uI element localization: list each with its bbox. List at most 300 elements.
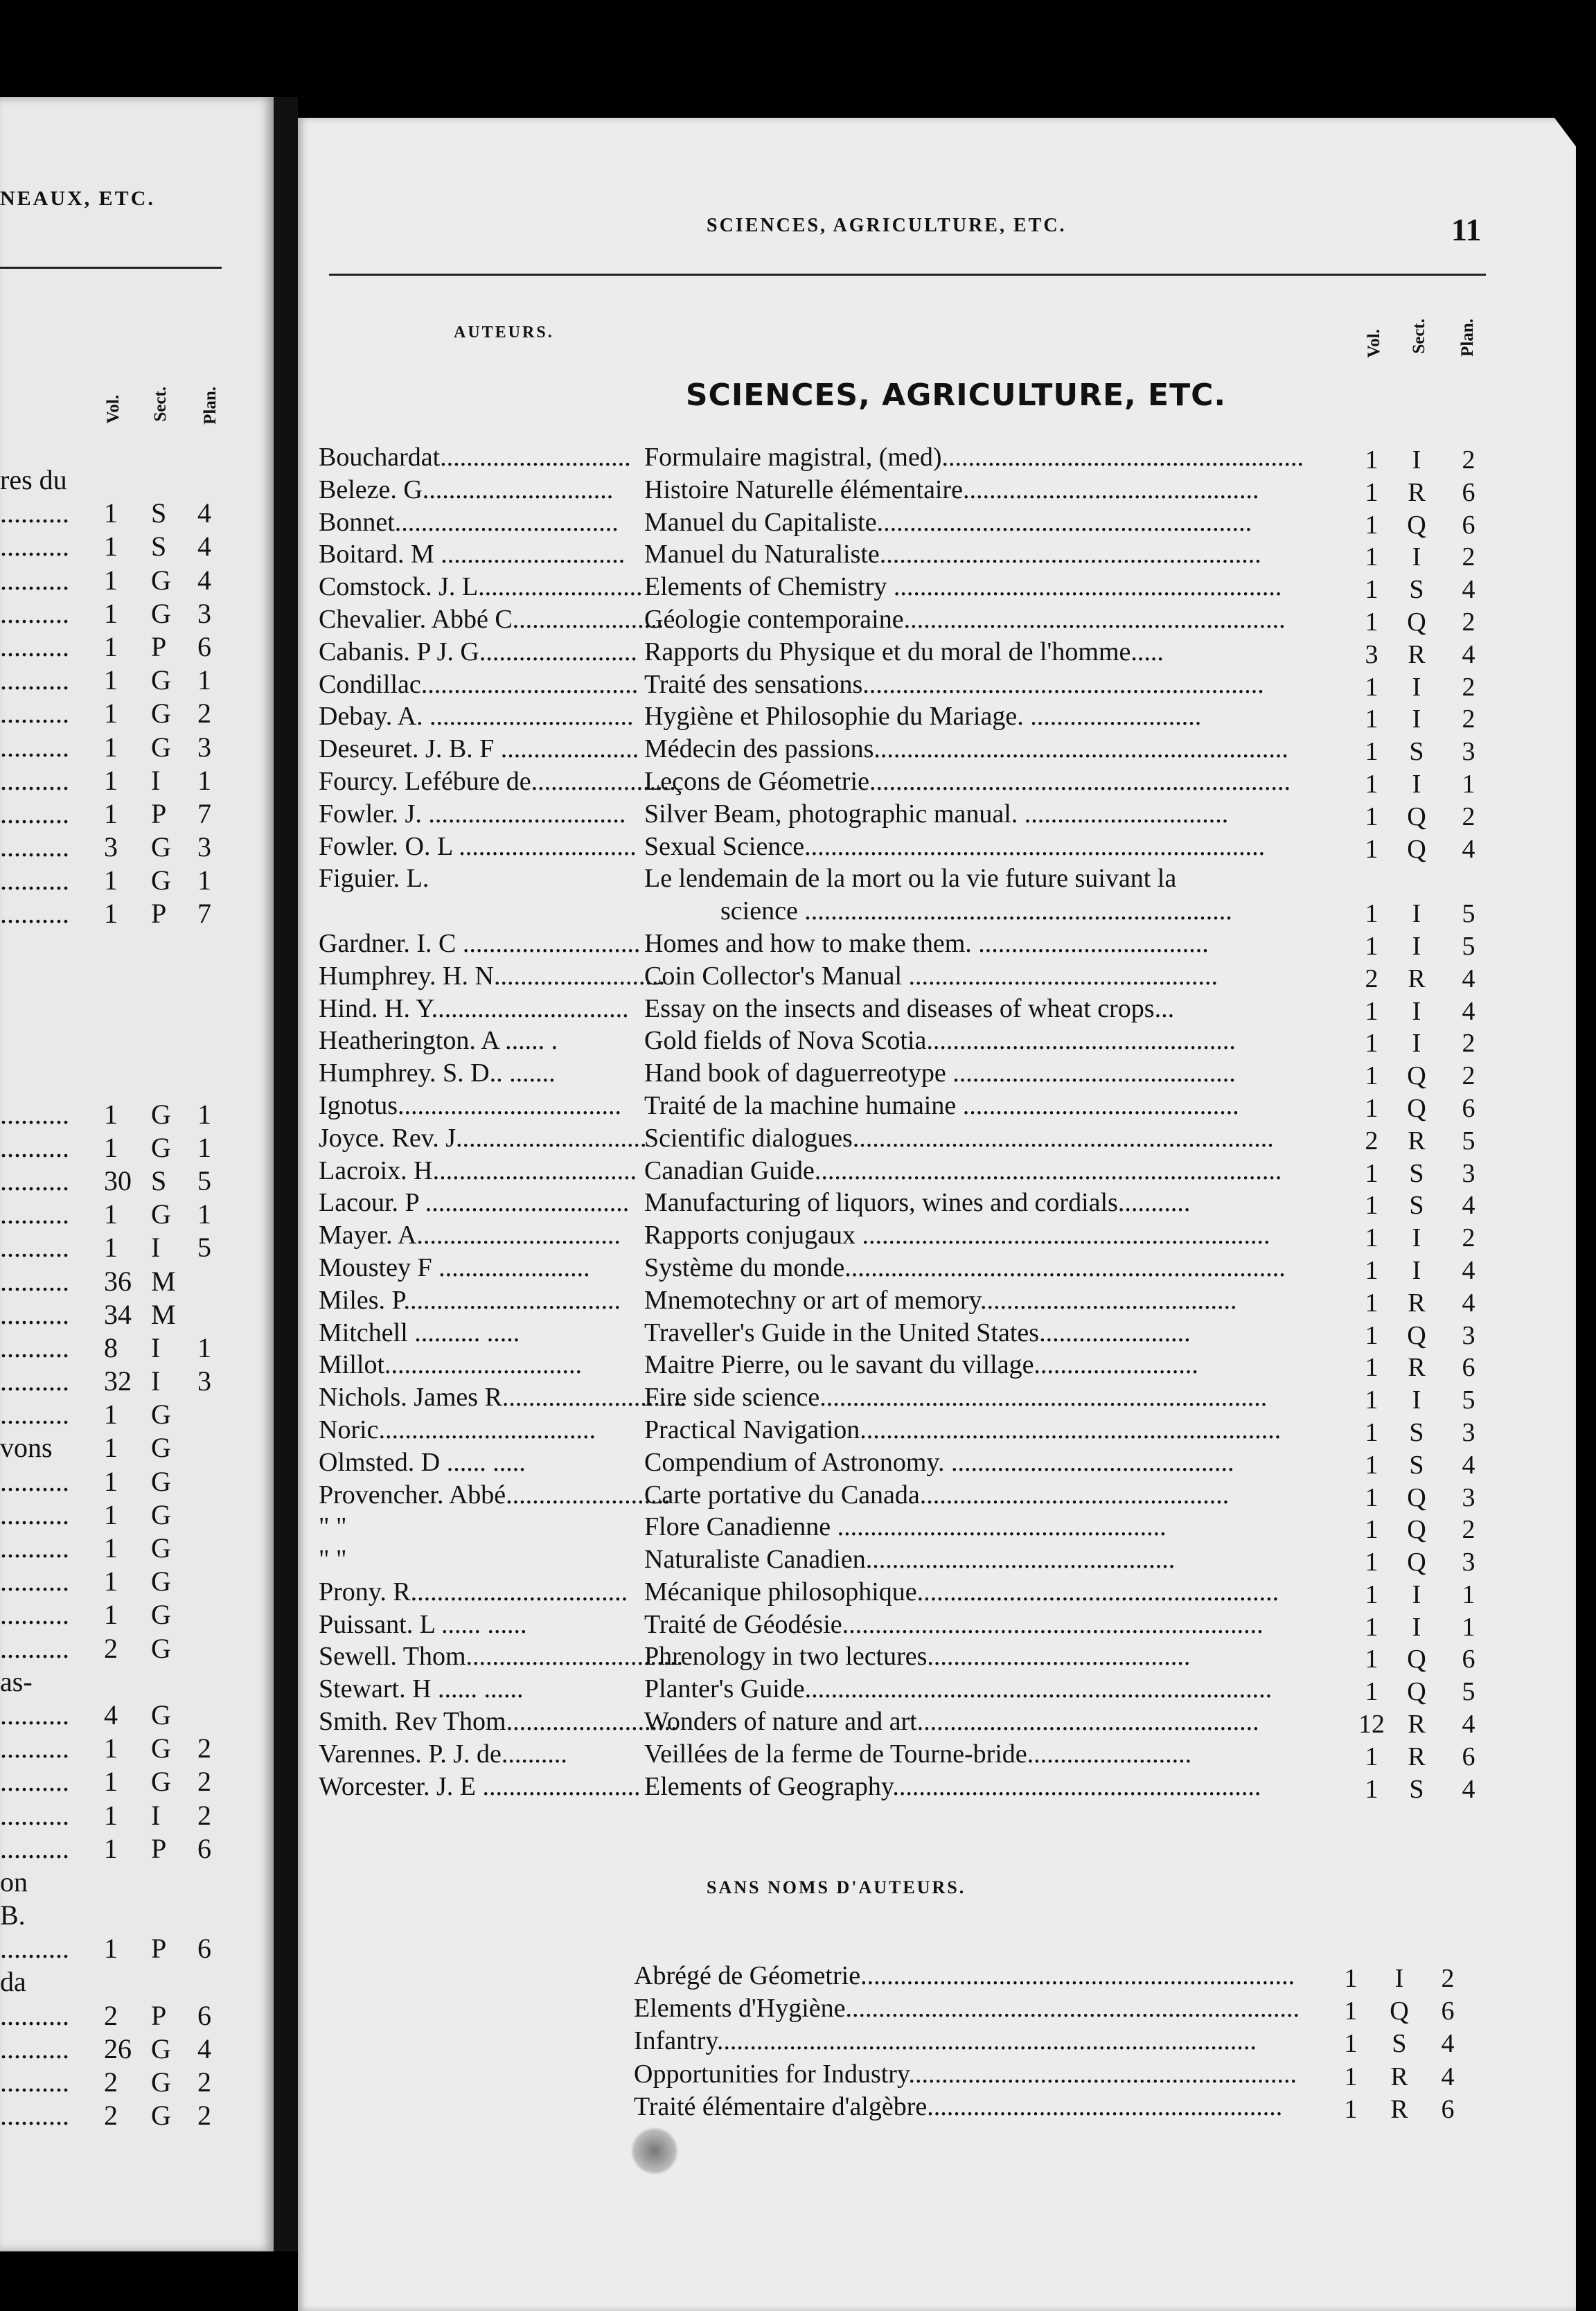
left-row-text: ..........: [0, 797, 69, 829]
catalogue-row: [298, 896, 1576, 928]
catalogue-row: [298, 637, 1576, 669]
left-row-sect: M: [151, 1265, 176, 1297]
anonymous-vol: 1: [1344, 2094, 1358, 2124]
left-row-vol: 1: [104, 865, 118, 896]
entry-vol: 1: [1365, 1158, 1378, 1188]
left-row-sect: G: [151, 1399, 171, 1431]
left-row: [0, 461, 274, 494]
left-row: [0, 1061, 274, 1095]
entry-plan: 6: [1462, 1645, 1475, 1674]
left-row: [0, 761, 274, 795]
left-row-vol: 1: [104, 1498, 118, 1530]
catalogue-row: [298, 1187, 1576, 1220]
left-row-vol: 1: [104, 731, 118, 763]
left-row-vol: 1: [104, 1733, 118, 1764]
left-row-sect: G: [151, 1599, 171, 1631]
entry-title: Carte portative du Canada...............................................: [644, 1480, 1230, 1509]
left-row-vol: 34: [104, 1298, 132, 1330]
entry-plan: 4: [1462, 1774, 1475, 1804]
entry-vol: 1: [1365, 996, 1378, 1026]
left-row: [0, 1462, 274, 1496]
anonymous-vol: 1: [1344, 1996, 1358, 2026]
entry-plan: 2: [1462, 445, 1475, 475]
left-row-text: ..........: [0, 831, 69, 863]
entry-sect: Q: [1407, 1515, 1426, 1545]
left-row-vol: 1: [104, 1232, 118, 1264]
entry-plan: 6: [1462, 1353, 1475, 1383]
anonymous-title: Traité élémentaire d'algèbre......................................................: [634, 2091, 1283, 2121]
left-row: [0, 1395, 274, 1431]
left-row-sect: G: [151, 564, 171, 596]
left-row-plan: 1: [197, 1131, 211, 1163]
catalogue-row: [298, 1609, 1576, 1642]
entry-sect: I: [1412, 445, 1421, 475]
entry-plan: 4: [1462, 996, 1475, 1026]
left-row-sect: G: [151, 865, 171, 896]
left-row-vol: 2: [104, 1632, 118, 1664]
left-row: [0, 494, 274, 527]
left-row-vol: 30: [104, 1165, 132, 1196]
left-row-sect: G: [151, 1198, 171, 1230]
entry-title: Compendium of Astronomy. ...........................................: [644, 1447, 1234, 1477]
entry-plan: 3: [1462, 1158, 1475, 1188]
left-col-plan-header: Plan.: [201, 387, 220, 425]
left-row-text: ..........: [0, 1498, 69, 1530]
left-row-text: as-: [0, 1665, 33, 1697]
entry-title: Manuel du Naturaliste..........................................................: [644, 540, 1261, 569]
anonymous-row: [298, 1960, 1576, 1993]
entry-vol: 1: [1365, 899, 1378, 929]
catalogue-row: [298, 572, 1576, 604]
left-row-text: ..........: [0, 865, 69, 896]
left-row-plan: 1: [197, 1331, 211, 1363]
entry-author: Lacroix. H...............................: [319, 1156, 637, 1185]
entry-title: Phrenology in two lectures........................................: [644, 1642, 1191, 1672]
entry-title: Formulaire magistral, (med).......................................................: [644, 443, 1304, 472]
entry-title: Histoire Naturelle élémentaire.............................................: [644, 475, 1259, 504]
left-row-sect: S: [151, 1165, 167, 1196]
entry-vol: 1: [1365, 1320, 1378, 1350]
catalogue-row: [298, 734, 1576, 766]
left-row-text: ..........: [0, 1098, 69, 1130]
left-row-vol: 1: [104, 1098, 118, 1130]
entry-sect: I: [1412, 1612, 1421, 1642]
left-row-plan: 1: [197, 865, 211, 896]
entry-author: Sewell. Thom.................................: [319, 1642, 684, 1672]
anonymous-row: [298, 1993, 1576, 2026]
entry-author: Provencher. Abbé.........................: [319, 1480, 671, 1509]
entry-sect: Q: [1407, 834, 1426, 864]
entry-vol: 1: [1365, 445, 1378, 475]
paper-stain: [630, 2127, 679, 2175]
entry-vol: 2: [1365, 1126, 1378, 1156]
left-row-plan: 2: [197, 1733, 211, 1764]
left-row-sect: G: [151, 597, 171, 629]
entry-title: Rapports conjugaux ..............................................................: [644, 1221, 1270, 1250]
anonymous-sect: R: [1390, 2062, 1408, 2091]
entry-author: Fourcy. Lefébure de......................: [319, 766, 676, 796]
entry-sect: I: [1412, 672, 1421, 702]
anonymous-sect: I: [1394, 1964, 1404, 1993]
entry-sect: Q: [1407, 510, 1426, 540]
anonymous-plan: 6: [1441, 1996, 1455, 2026]
catalogue-row: [298, 863, 1576, 896]
entry-author: Olmsted. D ...... .....: [319, 1447, 526, 1477]
left-row-text: ..........: [0, 1566, 69, 1597]
left-row: [0, 1996, 274, 2030]
left-row: [0, 1830, 274, 1863]
entry-title: Veillées de la ferme de Tourne-bride.........................: [644, 1739, 1192, 1769]
left-row-vol: 1: [104, 1766, 118, 1798]
left-row-vol: 1: [104, 497, 118, 529]
left-row-plan: 3: [197, 831, 211, 863]
left-row: [0, 1963, 274, 1996]
entry-vol: 1: [1365, 1677, 1378, 1707]
entry-vol: 1: [1365, 802, 1378, 831]
left-row-sect: I: [151, 1232, 161, 1264]
entry-vol: 1: [1365, 1093, 1378, 1123]
entry-sect: I: [1412, 996, 1421, 1026]
entry-author: Ignotus..................................: [319, 1090, 621, 1120]
entry-sect: R: [1408, 964, 1426, 993]
entry-title: Flore Canadienne ..................................................: [644, 1512, 1167, 1542]
col-plan-header: Plan.: [1458, 319, 1477, 357]
left-row-text: ..........: [0, 1298, 69, 1330]
left-row-vol: 1: [104, 664, 118, 696]
entry-author: Mayer. A...............................: [319, 1221, 621, 1250]
catalogue-row: [298, 1480, 1576, 1512]
left-row-text: ..........: [0, 1232, 69, 1264]
left-row-text: ..........: [0, 2100, 69, 2132]
left-col-sect-header: Sect.: [151, 387, 170, 422]
entry-sect: I: [1412, 1385, 1421, 1415]
left-row-plan: 2: [197, 2066, 211, 2098]
left-row: [0, 1762, 274, 1796]
left-row-sect: P: [151, 630, 167, 662]
catalogue-row: [298, 1090, 1576, 1123]
entry-plan: 4: [1462, 1710, 1475, 1739]
left-row-vol: 36: [104, 1265, 132, 1297]
left-row-text: ..........: [0, 1532, 69, 1564]
entry-author: Hind. H. Y..............................: [319, 993, 629, 1023]
running-head: SCIENCES, AGRICULTURE, ETC.: [707, 215, 1067, 236]
left-row: [0, 962, 274, 995]
entry-sect: Q: [1407, 1093, 1426, 1123]
left-row-vol: 2: [104, 2066, 118, 2098]
left-row-vol: 2: [104, 1999, 118, 2031]
entry-plan: 4: [1462, 1191, 1475, 1221]
header-rule: [329, 274, 1486, 276]
left-row-text: ..........: [0, 2066, 69, 2098]
entry-plan: 3: [1462, 1548, 1475, 1577]
catalogue-row: [298, 701, 1576, 734]
entry-plan: 6: [1462, 1093, 1475, 1123]
entry-vol: 1: [1365, 1191, 1378, 1221]
entry-plan: 4: [1462, 639, 1475, 669]
entry-sect: I: [1412, 1255, 1421, 1285]
left-row: [0, 928, 274, 962]
entry-sect: Q: [1407, 1061, 1426, 1091]
left-row-text: ..........: [0, 1632, 69, 1664]
entry-title: Naturaliste Canadien...............................................: [644, 1545, 1176, 1575]
entry-vol: 1: [1365, 1774, 1378, 1804]
entry-sect: I: [1412, 1223, 1421, 1253]
catalogue-row: [298, 1318, 1576, 1350]
catalogue-row: [298, 1123, 1576, 1156]
left-row: [0, 2063, 274, 2096]
left-row: [0, 1162, 274, 1195]
left-row-text: ..........: [0, 564, 69, 596]
left-row: [0, 728, 274, 761]
entry-vol: 1: [1365, 607, 1378, 637]
entry-title: Planter's Guide.......................................................................: [644, 1674, 1273, 1704]
left-row-vol: 4: [104, 1699, 118, 1730]
catalogue-row: [298, 1706, 1576, 1739]
left-row-text: da: [0, 1966, 26, 1998]
entry-author: Debay. A. ...............................: [319, 702, 634, 732]
left-row-text: ..........: [0, 1198, 69, 1230]
left-row-vol: 3: [104, 831, 118, 863]
catalogue-row: [298, 1025, 1576, 1058]
left-row-plan: 4: [197, 2033, 211, 2064]
entry-vol: 1: [1365, 1515, 1378, 1545]
section-title: SCIENCES, AGRICULTURE, ETC.: [685, 378, 1227, 413]
left-row-text: ..........: [0, 1832, 69, 1864]
entry-title: Hand book of daguerreotype ...........................................: [644, 1059, 1236, 1088]
left-row-vol: 1: [104, 1465, 118, 1497]
left-row-sect: P: [151, 1832, 167, 1864]
entry-title: Maitre Pierre, ou le savant du village.........................: [644, 1350, 1198, 1380]
left-row-sect: G: [151, 1098, 171, 1130]
left-row-sect: P: [151, 898, 167, 930]
left-row-sect: G: [151, 1432, 171, 1464]
left-row-text: ..........: [0, 1465, 69, 1497]
entry-sect: Q: [1407, 1320, 1426, 1350]
entry-title: Rapports du Physique et du moral de l'homme.....: [644, 637, 1164, 666]
left-row-vol: 1: [104, 1566, 118, 1597]
left-row-text: ..........: [0, 1933, 69, 1965]
entry-author: Heatherington. A ...... .: [319, 1026, 558, 1056]
entry-title: Sexual Science......................................................................: [644, 831, 1266, 861]
catalogue-row: [298, 1674, 1576, 1706]
left-row-text: ..........: [0, 1999, 69, 2031]
entry-sect: S: [1409, 1191, 1424, 1221]
entry-vol: 1: [1365, 705, 1378, 734]
entry-author: Prony. R.................................: [319, 1577, 628, 1606]
left-row-text: ..........: [0, 630, 69, 662]
entry-vol: 1: [1365, 1742, 1378, 1771]
left-row-vol: 1: [104, 698, 118, 729]
left-row-plan: 7: [197, 797, 211, 829]
left-row-sect: I: [151, 1331, 161, 1363]
entry-vol: 1: [1365, 769, 1378, 799]
left-row: [0, 527, 274, 563]
entry-sect: R: [1408, 1126, 1426, 1156]
entry-title: Traité de Géodésie................................................................: [644, 1609, 1264, 1639]
catalogue-row: [298, 1415, 1576, 1447]
left-row-sect: P: [151, 1933, 167, 1965]
left-row-text: ..........: [0, 1766, 69, 1798]
entry-plan: 3: [1462, 1482, 1475, 1512]
left-row-vol: 1: [104, 1198, 118, 1230]
anonymous-title: Elements d'Hygiène.....................................................................: [634, 1994, 1300, 2024]
left-row-plan: 2: [197, 1799, 211, 1831]
entry-author: Millot..............................: [319, 1350, 583, 1380]
left-row-sect: G: [151, 1699, 171, 1730]
left-row-vol: 26: [104, 2033, 132, 2064]
entry-author: Gardner. I. C ...........................: [319, 928, 641, 958]
entry-title: Canadian Guide.......................................................................: [644, 1156, 1282, 1185]
left-row-vol: 1: [104, 1131, 118, 1163]
anonymous-plan: 2: [1441, 1964, 1455, 1993]
entry-plan: 5: [1462, 1677, 1475, 1707]
entry-plan: 4: [1462, 834, 1475, 864]
left-row-sect: G: [151, 1532, 171, 1564]
entry-sect: R: [1408, 1742, 1426, 1771]
left-row-plan: 4: [197, 531, 211, 563]
entry-plan: 2: [1462, 1223, 1475, 1253]
entry-author: " ": [319, 1512, 347, 1542]
left-row-sect: G: [151, 1766, 171, 1798]
entry-vol: 1: [1365, 575, 1378, 605]
entry-plan: 2: [1462, 542, 1475, 572]
catalogue-row: [298, 799, 1576, 831]
entry-title: Traité de la machine humaine ..........................................: [644, 1090, 1239, 1120]
left-row-plan: 2: [197, 2100, 211, 2132]
left-row-sect: G: [151, 1465, 171, 1497]
entry-plan: 1: [1462, 1612, 1475, 1642]
anonymous-sect: S: [1392, 2029, 1407, 2059]
anonymous-plan: 4: [1441, 2029, 1455, 2059]
authors-column-label: AUTEURS.: [454, 324, 554, 342]
entry-author: Humphrey. S. D.. .......: [319, 1059, 556, 1088]
entry-vol: 1: [1365, 1645, 1378, 1674]
anonymous-title: Abrégé de Géometrie..................................................................: [634, 1961, 1295, 1990]
left-row-plan: 3: [197, 1365, 211, 1397]
left-row-text: ..........: [0, 1131, 69, 1163]
entry-plan: 2: [1462, 1061, 1475, 1091]
entry-vol: 1: [1365, 1353, 1378, 1383]
entry-plan: 5: [1462, 899, 1475, 929]
left-row: [0, 1696, 274, 1729]
entry-vol: 1: [1365, 931, 1378, 961]
left-row-vol: 1: [104, 1933, 118, 1965]
left-row-text: res du: [0, 464, 67, 495]
left-row-sect: I: [151, 1799, 161, 1831]
left-row-text: vons: [0, 1432, 53, 1464]
left-row: [0, 795, 274, 828]
catalogue-row: [298, 669, 1576, 702]
entry-title: Géologie contemporaine..........................................................: [644, 604, 1286, 634]
left-row: [0, 1863, 274, 1896]
left-row: [0, 1128, 274, 1162]
entry-title: Système du monde...................................................................: [644, 1252, 1286, 1282]
left-row-text: ..........: [0, 1365, 69, 1397]
entry-plan: 2: [1462, 1029, 1475, 1059]
anonymous-row: [298, 2091, 1576, 2124]
left-row-sect: G: [151, 1131, 171, 1163]
entry-vol: 1: [1365, 510, 1378, 540]
entry-title: Gold fields of Nova Scotia...............................................: [644, 1026, 1236, 1056]
anonymous-row: [298, 2026, 1576, 2058]
entry-title: Hygiène et Philosophie du Mariage. ..........................: [644, 702, 1202, 732]
entry-vol: 1: [1365, 1612, 1378, 1642]
anonymous-vol: 1: [1344, 1964, 1358, 1993]
entry-sect: I: [1412, 542, 1421, 572]
left-row-vol: 1: [104, 1532, 118, 1564]
entry-vol: 1: [1365, 1579, 1378, 1609]
catalogue-row: [298, 928, 1576, 961]
entry-vol: 1: [1365, 672, 1378, 702]
anonymous-row: [298, 2059, 1576, 2091]
left-row-vol: 1: [104, 764, 118, 796]
left-row-text: on: [0, 1866, 28, 1897]
entry-author: Nichols. James R............................: [319, 1383, 686, 1413]
entry-plan: 4: [1462, 575, 1475, 605]
entry-plan: 2: [1462, 802, 1475, 831]
entry-author: Mitchell .......... .....: [319, 1318, 520, 1347]
left-row-text: ..........: [0, 698, 69, 729]
left-row: [0, 628, 274, 661]
entry-vol: 1: [1365, 1450, 1378, 1480]
catalogue-row: [298, 1252, 1576, 1285]
entry-title: Practical Navigation................................................................: [644, 1415, 1282, 1444]
left-row-vol: 32: [104, 1365, 132, 1397]
catalogue-row: [298, 475, 1576, 507]
left-row-sect: G: [151, 698, 171, 729]
left-row-plan: 4: [197, 564, 211, 596]
entry-author: Joyce. Rev. J.............................: [319, 1123, 647, 1153]
anonymous-title: Infantry..................................................................................: [634, 2026, 1257, 2056]
entry-sect: R: [1408, 1288, 1426, 1318]
entry-vol: 1: [1365, 1288, 1378, 1318]
left-row-text: ..........: [0, 1399, 69, 1431]
entry-author: Bouchardat.............................: [319, 443, 631, 472]
left-row-sect: G: [151, 2100, 171, 2132]
entry-plan: 2: [1462, 607, 1475, 637]
entry-title: Leçons de Géometrie................................................................: [644, 766, 1291, 796]
left-row: [0, 1929, 274, 1963]
entry-plan: 6: [1462, 510, 1475, 540]
left-row-vol: 8: [104, 1331, 118, 1363]
left-row-plan: 5: [197, 1165, 211, 1196]
entry-title: Traveller's Guide in the United States.......................: [644, 1318, 1191, 1347]
entry-plan: 2: [1462, 705, 1475, 734]
left-row: [0, 1329, 274, 1362]
catalogue-row: [298, 604, 1576, 637]
left-row: [0, 861, 274, 894]
left-row: [0, 1228, 274, 1264]
left-row-text: ..........: [0, 1799, 69, 1831]
entry-plan: 5: [1462, 1385, 1475, 1415]
entry-title: Scientific dialogues................................................................: [644, 1123, 1274, 1153]
entry-title: Manuel du Capitaliste.........................................................: [644, 507, 1252, 537]
left-row-text: ..........: [0, 497, 69, 529]
anonymous-vol: 1: [1344, 2029, 1358, 2059]
left-row-text: ..........: [0, 1599, 69, 1631]
entry-sect: R: [1408, 639, 1426, 669]
left-row-plan: 5: [197, 1232, 211, 1264]
entry-plan: 2: [1462, 1515, 1475, 1545]
entry-author: Fowler. J. ..............................: [319, 799, 626, 829]
entry-author: Chevalier. Abbé C.......................: [319, 604, 664, 634]
catalogue-row: [298, 1544, 1576, 1577]
entry-plan: 5: [1462, 931, 1475, 961]
entry-plan: 5: [1462, 1126, 1475, 1156]
left-row-sect: S: [151, 497, 167, 529]
entry-title: Mécanique philosophique.......................................................: [644, 1577, 1279, 1606]
left-row: [0, 1496, 274, 1529]
